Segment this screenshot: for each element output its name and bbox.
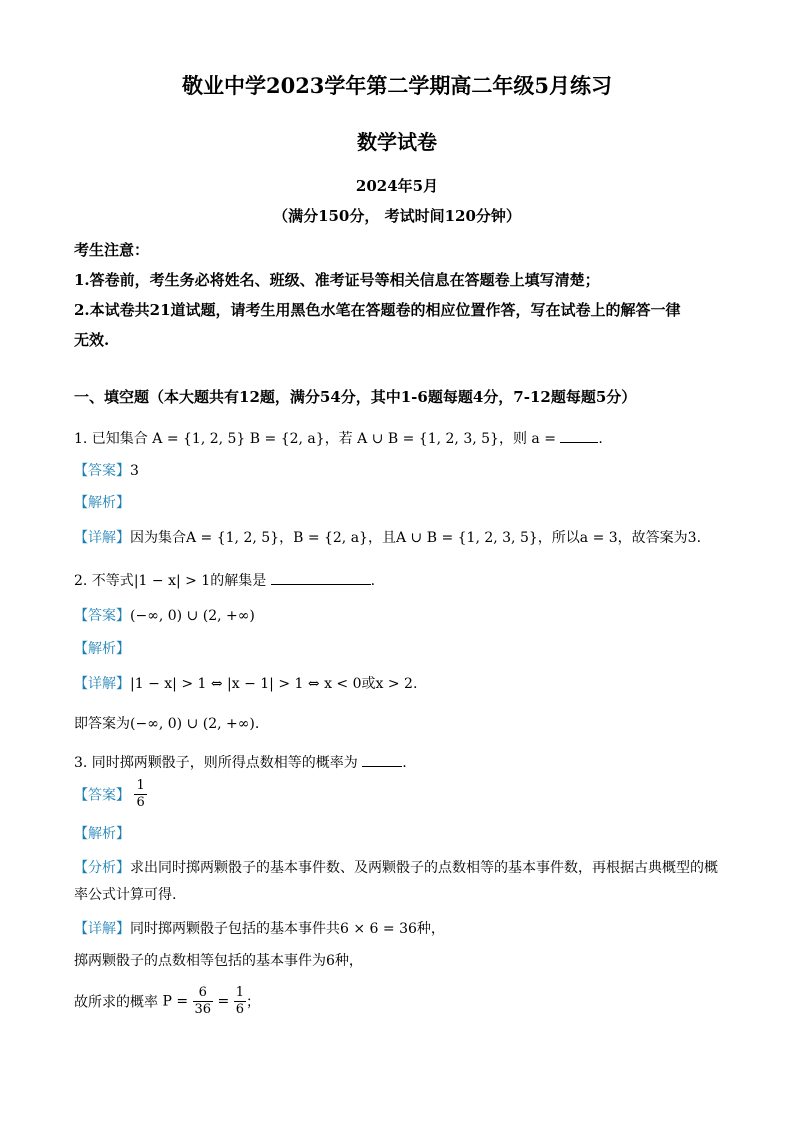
answer-tag: 【答案】 (74, 787, 130, 804)
q3-frac2-num: 1 (235, 985, 244, 1000)
q3-detail-2a: 掷两颗骰子的点数相等包括的基本事件为 (74, 953, 326, 969)
q3-fraction-2 (234, 985, 246, 1018)
detail-tag: 【详解】 (74, 676, 130, 692)
q1-detail-set-a: A = {1, 2, 5} (186, 530, 280, 546)
q1-analysis (74, 492, 734, 512)
q3-frac1-num: 6 (193, 985, 214, 1002)
q1-detail-text: 因为集合 (130, 530, 186, 546)
q2-detail-expr2: x > 2 (375, 676, 413, 692)
q2-detail (74, 673, 734, 693)
q1-detail (74, 527, 734, 547)
exam-title: 敬业中学2023学年第二学期高二年级5月练习 (181, 73, 613, 98)
q3-detail-3a: 故所求的概率 (74, 994, 158, 1011)
q2-conclusion-prefix: 即答案为 (74, 716, 130, 732)
detail-tag: 【详解】 (74, 921, 130, 937)
q3-end: . (402, 755, 407, 771)
q3-analysis (74, 823, 734, 843)
q3-answer-num: 1 (136, 778, 145, 793)
q2-conclusion-end: . (254, 716, 260, 732)
q1-union: A ∪ B = {1, 2, 3, 5} (357, 431, 499, 447)
q3-detail-1a: 同时掷两颗骰子包括的基本事件共 (130, 921, 340, 937)
q3-detail-2b: 6 (326, 953, 335, 969)
q1-detail-union: A ∪ B = {1, 2, 3, 5} (395, 530, 538, 546)
q3-fenxi-cont: 率公式计算可得. (74, 887, 177, 903)
q1-answer (74, 460, 734, 480)
analysis-tag: 【解析】 (74, 826, 130, 842)
answer-tag: 【答案】 (74, 608, 130, 624)
detail-tag: 【详解】 (74, 530, 130, 546)
analysis-tag: 【解析】 (74, 641, 130, 657)
q2-analysis (74, 638, 734, 658)
q3-equals: = (217, 993, 230, 1010)
question-3 (74, 752, 734, 772)
notice-item-1: 1.答卷前，考生务必将姓名、班级、准考证号等相关信息在答题卷上填写清楚； (74, 271, 600, 289)
q3-detail-1 (74, 918, 734, 938)
q3-frac2-den: 6 (235, 1002, 244, 1017)
exam-date: 2024年5月 (355, 177, 439, 195)
q2-detail-or: 或 (361, 676, 376, 692)
question-2 (74, 570, 734, 590)
notice-block (74, 235, 730, 355)
q1-var: a = (531, 431, 556, 447)
notice-item-2-cont: 无效. (74, 331, 110, 349)
answer-tag: 【答案】 (74, 463, 130, 479)
q2-prefix: 2. 不等式 (74, 573, 134, 589)
analysis-tag: 【解析】 (74, 495, 130, 511)
q2-conclusion-expr: (−∞, 0) ∪ (2, +∞) (130, 716, 255, 732)
q2-conclusion (74, 713, 734, 733)
section-heading: 一、填空题（本大题共有12题，满分54分，其中1-6题每题4分，7-12题每题5分） (74, 388, 637, 406)
q3-fraction-1 (193, 985, 214, 1018)
fenxi-tag: 【分析】 (74, 860, 130, 876)
q1-end: . (598, 431, 603, 447)
q3-fenxi-line1: 求出同时掷两颗骰子的基本事件数、及两颗骰子的点数相等的基本事件数，再根据古典概型的概 (130, 860, 718, 876)
q3-fenxi (74, 857, 734, 877)
q1-answer-value: 3 (130, 463, 139, 479)
q2-detail-expr: |1 − x| > 1 ⇔ |x − 1| > 1 ⇔ x < 0 (130, 676, 362, 692)
q3-frac1-den: 36 (194, 1002, 212, 1017)
q3-detail-1b: 6 × 6 = 36 (340, 921, 417, 937)
q1-set-a: A = {1, 2, 5} (152, 431, 246, 447)
q3-answer-fraction (134, 778, 146, 811)
q2-mid: 的解集是 (210, 573, 267, 589)
exam-subtitle: 数学试卷 (357, 130, 437, 154)
q1-set-b: B = {2, a} (249, 431, 325, 447)
q3-answer-den: 6 (136, 795, 145, 810)
q2-detail-end: . (412, 676, 418, 692)
notice-heading: 考生注意： (74, 241, 150, 259)
q3-detail-3c: ； (245, 994, 260, 1011)
q3-detail-3b: P = (162, 993, 189, 1010)
q3-detail-3 (74, 985, 734, 1018)
q1-mid: ，若 (324, 431, 353, 447)
q2-end: . (370, 573, 376, 589)
q3-blank (362, 752, 402, 767)
q1-blank (560, 428, 598, 443)
q3-text: 3. 同时掷两颗骰子，则所得点数相等的概率为 (74, 755, 358, 771)
q3-answer (74, 778, 734, 811)
q2-answer-value: (−∞, 0) ∪ (2, +∞) (130, 608, 255, 624)
exam-info: （满分150分， 考试时间120分钟） (273, 207, 521, 225)
q3-detail-2 (74, 950, 734, 970)
q1-detail-set-b: B = {2, a} (293, 530, 368, 546)
q2-inequality: |1 − x| > 1 (133, 573, 211, 589)
q3-detail-1c: 种， (416, 921, 445, 937)
q3-detail-2c: 种， (334, 953, 363, 969)
q1-then: ，则 (498, 431, 527, 447)
q2-answer (74, 605, 734, 625)
q1-detail-so: ，所以 (537, 530, 580, 546)
q1-detail-end: ，故答案为3. (617, 530, 702, 546)
notice-item-2: 2.本试卷共21道试题，请考生用黑色水笔在答题卷的相应位置作答，写在试卷上的解答一律 (74, 301, 681, 319)
q1-detail-comma: ， (279, 530, 294, 546)
q1-detail-and: ，且 (367, 530, 396, 546)
q1-prefix: 1. 已知集合 (74, 431, 148, 447)
question-1 (74, 428, 734, 448)
q2-blank (271, 570, 371, 585)
q1-detail-eq: a = 3 (579, 530, 618, 546)
